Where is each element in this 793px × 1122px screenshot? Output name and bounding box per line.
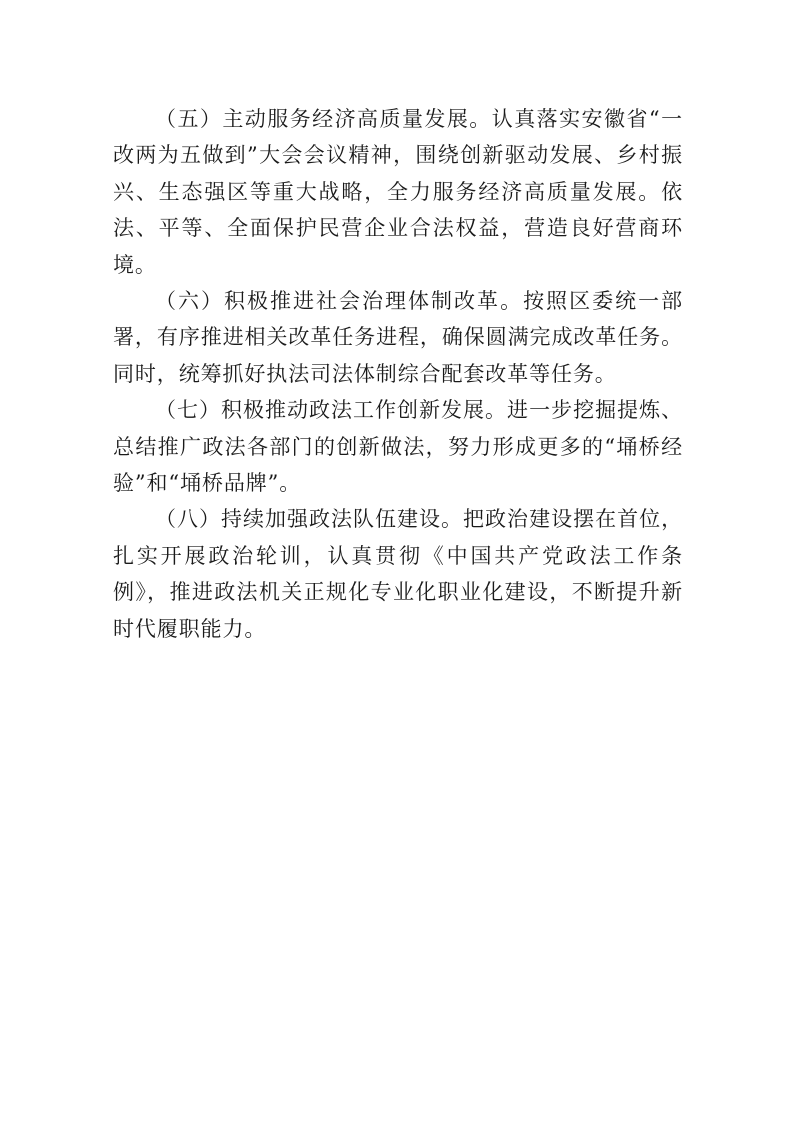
paragraph-8: （八）持续加强政法队伍建设。把政治建设摆在首位，扎实开展政治轮训，认真贯彻《中国共产党政法工作条例》，推进政法机关正规化专业化职业化建设，不断提升新时代履职能力。 xyxy=(113,507,683,641)
document-body xyxy=(113,101,683,647)
paragraph-6: （六）积极推进社会治理体制改革。按照区委统一部署，有序推进相关改革任务进程，确保圆满完成改革任务。同时，统筹抓好执法司法体制综合配套改革等任务。 xyxy=(113,289,683,386)
paragraph-5: （五）主动服务经济高质量发展。认真落实安徽省“一改两为五做到”大会会议精神，围绕创新驱动发展、乡村振兴、生态强区等重大战略，全力服务经济高质量发展。依法、平等、全面保护民营企业合法权益，营造良好营商环境。 xyxy=(113,107,683,277)
paragraph-7: （七）积极推动政法工作创新发展。进一步挖掘提炼、总结推广政法各部门的创新做法，努力形成更多的“埇桥经验”和“埇桥品牌”。 xyxy=(113,398,683,496)
